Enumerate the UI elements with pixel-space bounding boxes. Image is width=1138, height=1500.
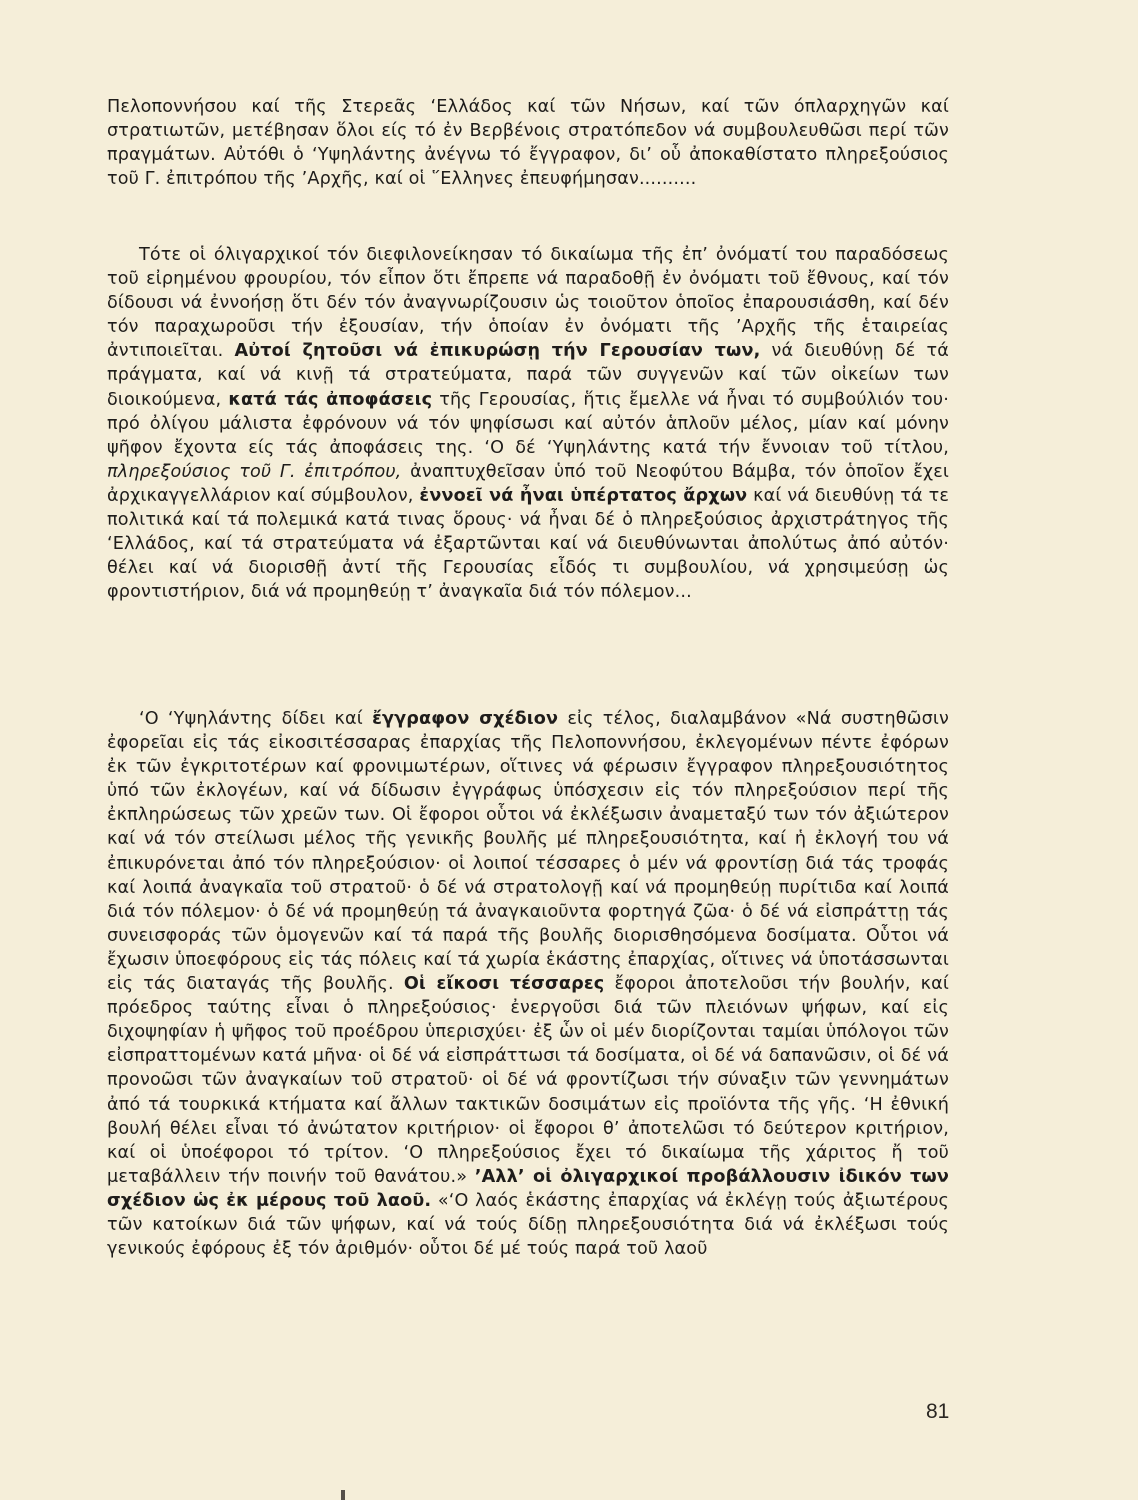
paragraph-2 — [107, 243, 949, 604]
page-number: 81 — [926, 1400, 950, 1423]
bold-emphasis: Αὐτοί ζητοῦσι νά ἐπικυρώσῃ τήν Γερουσίαν των, — [234, 341, 761, 362]
text-segment: Τότε οἱ όλιγαρχικοί τόν διεφιλονείκησαν τό δικαίωμα τῆς ἐπ’ ὀνόματί του παραδόσεως τοῦ εἰρημένου φρουρίου, τόν εἶπον ὅτι ἔπρεπε νά παραδοθῇ ἐν ὀνόματι τοῦ ἔθνους, καί τόν δίδουσι νά ἐννοήσῃ ὅτι δέν τόν ἀναγνωρίζουσιν ὡς τοιοῦτον ὁποῖος ἐπαρουσιάσθη, καί δέν τόν παραχωροῦσι τήν ἐξουσίαν, τήν ὁποίαν ἐν ὀνόματι τῆς ’Αρχῆς τῆς ἑταιρείας ἀντιποιεῖται. — [107, 245, 949, 362]
text-segment: τῆς Γερουσίας, ἥτις ἔμελλε νά ἦναι τό συμβούλιόν του· πρό ὀλίγου μάλιστα ἐφρόνουν νά τόν ψηφίσωσι καί αὐτόν ἁπλοῦν μέλος, μίαν καί μόνην ψῆφον ἔχοντα είς τάς ἀποφάσεις της. ‘Ο δέ ‘Υψηλάντης κατά τήν ἔννοιαν τοῦ τίτλου, — [107, 389, 949, 458]
text-segment: νά διευθύνῃ δέ τά πράγματα, καί νά κινῇ τά στρατεύματα, παρά τῶν συγγενῶν καί τῶν οἰκείων των διοικούμενα, — [107, 341, 949, 410]
text-segment: ‘Ο ‘Υψηλάντης δίδει καί — [139, 709, 373, 729]
bold-emphasis: Οἱ εἴκοσι τέσσαρες — [403, 974, 605, 995]
text-segment: «‘Ο λαός ἑκάστης ἐπαρχίας νά ἐκλέγῃ τούς ἀξιωτέρους τῶν κατοίκων διά τῶν ψήφων, καί νά τούς δίδῃ πληρεξουσιότητα διά νά ἐκλέξωσι τούς γενικούς ἐφόρους ἐξ τόν ἀριθμόν· οὗτοι δέ μέ τούς παρά τοῦ λαοῦ — [107, 1190, 950, 1260]
text-segment: εἰς τέλος, διαλαμβάνον «Νά συστηθῶσιν ἐφορεῖαι εἰς τάς εἰκοσιτέσσαρας ἐπαρχίας τῆς Πελοποννήσου, ἐκλεγομένων πέντε ἐφόρων ἐκ τῶν ἐγκριτοτέρων καί φρονιμωτέρων, οἵτινες νά φέρωσιν ἔγγραφον πληρεξουσιότητος ὑπό τῶν ἐκλογέων, καί νά δίδωσιν ἐγγράφως ὑπόσχεσιν εἰς τόν πληρεξούσιον περί τῆς ἐκπληρώσεως τῶν χρεῶν των. Οἱ ἔφοροι οὗτοι νά ἐκλέξωσιν ἀναμεταξύ των τόν ἀξιώτερον καί νά τόν στείλωσι μέλος τῆς γενικῆς βουλῆς μέ πληρεξουσιότητα, καί ἡ ἐκλογή του νά ἐπικυρόνεται ἀπό τόν πληρεξούσιον· οἱ λοιποί τέσσαρες ὁ μέν νά φροντίσῃ διά τάς τροφάς καί λοιπά ἀναγκαῖα τοῦ στρατοῦ· ὁ δέ νά στρατολογῇ καί νά προμηθεύῃ πυρίτιδα καί λοιπά διά τόν πόλεμον· ὁ δέ νά προμηθεύῃ τά ἀναγκαιοῦντα φορτηγά ζῶα· ὁ δέ νά εἰσπράττῃ τάς συνεισφοράς τῶν ὁμογενῶν καί τά παρά τῆς βουλῆς διορισθησόμενα δοσίματα. Οὗτοι νά ἔχωσιν ὑποεφόρους εἰς τάς πόλεις καί τά χωρία ἑκάστης ἐπαρχίας, οἵτινες νά ὑποτάσσωνται εἰς τάς διαταγάς τῆς βουλῆς. — [107, 709, 949, 995]
bold-emphasis: ’Αλλ’ οἱ ὀλιγαρχικοί προβάλλουσιν ἰδικόν των σχέδιον ὡς ἐκ μέρους τοῦ λαοῦ. — [107, 1166, 950, 1211]
scan-mark — [341, 1490, 345, 1500]
bold-emphasis: κατά τάς ἀποφάσεις — [228, 389, 433, 410]
text-segment: ἔφοροι ἀποτελοῦσι τήν βουλήν, καί πρόεδρος ταύτης εἶναι ὁ πληρεξούσιος· ἐνεργοῦσι διά τῶν πλειόνων ψήφων, καί εἰς διχοψηφίαν ἡ ψῆφος τοῦ προέδρου ὑπερισχύει· ἐξ ὧν οἱ μέν διορίζονται ταμίαι ὑπόλογοι τῶν εἰσπραττομένων κατά μῆνα· οἱ δέ νά εἰσπράττωσι τά δοσίματα, οἱ δέ νά δαπανῶσιν, οἱ δέ νά προνοῶσι τῶν ἀναγκαίων τοῦ στρατοῦ· οἱ δέ νά φροντίζωσι τήν σύναξιν τῶν γεννημάτων ἀπό τά τουρκικά κτήματα καί ἄλλων τακτικῶν δοσιμάτων εἰς προϊόντα τῆς γῆς. ‘Η ἐθνική βουλή θέλει εἶναι τό ἀνώτατον κριτήριον· οἱ ἔφοροι θ’ ἀποτελῶσι τό δεύτερον κριτήριον, καί οἱ ὑποέφοροι τό τρίτον. ‘Ο πληρεξούσιος ἔχει τό δικαίωμα τῆς χάριτος ἤ τοῦ μεταβάλλειν τήν ποινήν τοῦ θανάτου.» — [107, 974, 949, 1187]
paragraph-1 — [107, 95, 949, 191]
text-segment: Πελοποννήσου καί τῆς Στερεᾶς ‘Ελλάδος καί τῶν Νήσων, καί τῶν όπλαρχηγῶν καί στρατιωτῶν, μετέβησαν ὅλοι είς τό ἐν Βερβένοις στρατόπεδον νά συμβουλευθῶσι περί τῶν πραγμάτων. Αὐτόθι ὁ ‘Υψηλάντης ἀνέγνω τό ἔγγραφον, δι’ οὗ ἀποκαθίστατο πληρεξούσιος τοῦ Γ. ἐπιτρόπου τῆς ’Αρχῆς, καί οἱ ῞Ελληνες ἐπευφήμησαν.......... — [107, 97, 949, 190]
paragraph-3 — [107, 707, 949, 1261]
bold-emphasis: ἐννοεῖ νά ἦναι ὑπέρτατος ἄρχων — [419, 485, 748, 506]
italic-title: πληρεξούσιος τοῦ Γ. ἐπιτρόπου, — [107, 461, 402, 482]
bold-emphasis: ἔγγραφον σχέδιον — [372, 709, 559, 729]
text-segment: ἀναπτυχθεῖσαν ὑπό τοῦ Νεοφύτου Βάμβα, τόν ὁποῖον ἔχει ἀρχικαγγελλάριον καί σύμβουλον, — [107, 461, 949, 506]
text-segment: καί νά διευθύνῃ τά τε πολιτικά καί τά πολεμικά κατά τινας ὅρους· νά ἦναι δέ ὁ πληρεξούσιος ἀρχιστράτηγος τῆς ‘Ελλάδος, καί τά στρατεύματα νά ἐξαρτῶνται καί νά διευθύνωνται ἀπολύτως ἀπό αὐτόν· θέλει καί νά διορισθῇ ἀντί τῆς Γερουσίας εἶδός τι συμβουλίου, νά χρησιμεύσῃ ὡς φροντιστήριον, διά νά προμηθεύῃ τ’ ἀναγκαῖα διά τόν πόλεμον... — [107, 485, 950, 603]
